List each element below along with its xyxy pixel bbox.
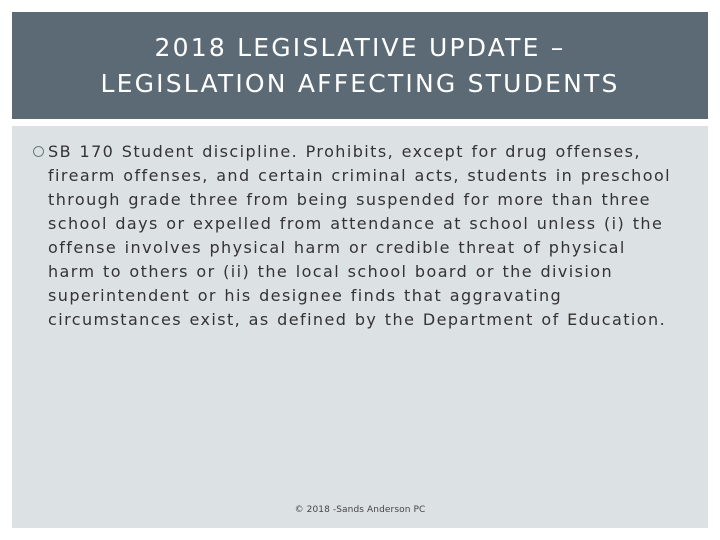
title-bar <box>12 12 708 119</box>
bullet-item <box>33 140 693 332</box>
title-line-1: 2018 LEGISLATIVE UPDATE – <box>154 32 566 62</box>
footer-text: © 2018 -Sands Anderson PC <box>294 505 426 515</box>
bullet-text: SB 170 Student discipline. Prohibits, except for drug offenses, firearm offenses, and certain criminal acts, students in preschool through grade three from being suspended for more than three school days or expelled from attendance at school unless (i) the offense involves physical harm or credible threat of physical harm to others or (ii) the local school board or the division superintendent or his designee finds that aggravating circumstances exist, as defined by the Department of Education. <box>48 142 672 329</box>
title-line-2: LEGISLATION AFFECTING STUDENTS <box>100 68 620 98</box>
hollow-circle-bullet-icon <box>33 146 44 157</box>
